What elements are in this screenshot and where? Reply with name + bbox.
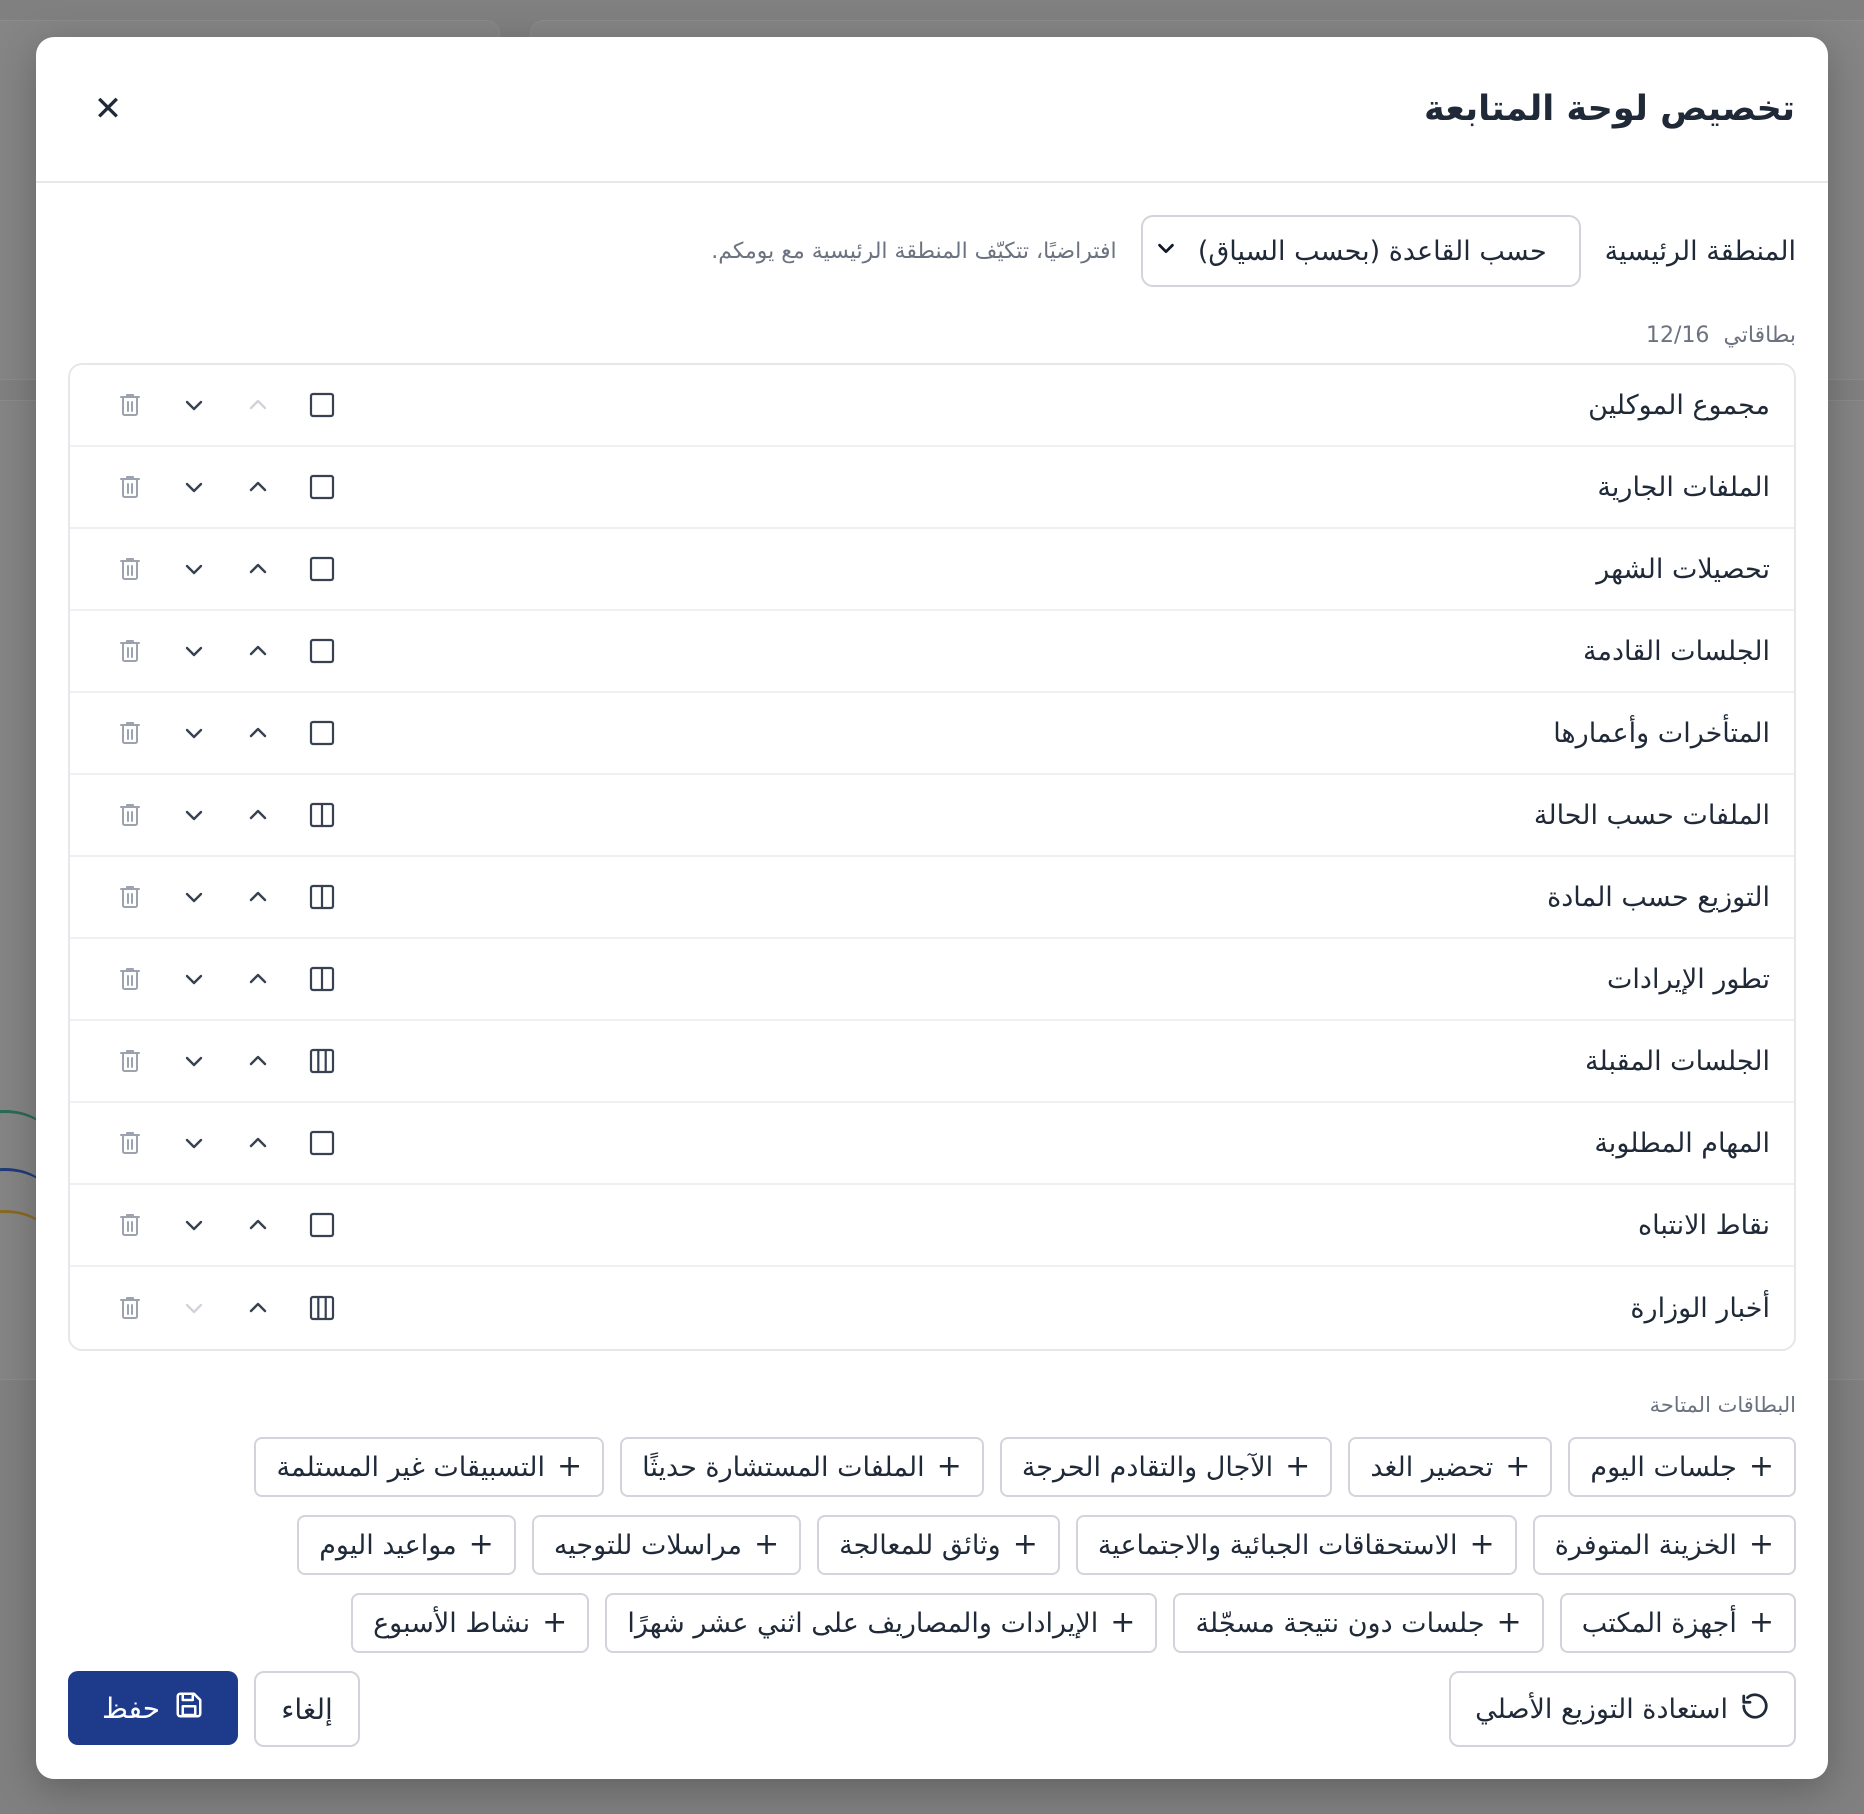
move-up-icon[interactable] [226,783,290,847]
square-icon[interactable] [290,1111,354,1175]
card-title: التوزيع حسب المادة [1547,881,1770,913]
available-cards-label: البطاقات المتاحة [1649,1393,1796,1417]
columns-2-icon[interactable] [290,783,354,847]
save-label: حفظ [101,1691,161,1725]
add-card-chip[interactable] [1560,1593,1796,1653]
chip-row [68,1593,1796,1653]
chip-label: نشاط الأسبوع [373,1607,531,1639]
move-down-icon[interactable] [162,1029,226,1093]
move-up-icon[interactable] [226,619,290,683]
move-down-icon[interactable] [162,865,226,929]
chip-label: أجهزة المكتب [1581,1607,1737,1639]
chip-label: الملفات المستشارة حديثًا [642,1451,925,1483]
footer-actions [68,1671,360,1747]
card-row [70,1103,1794,1185]
move-up-icon[interactable] [226,455,290,519]
plus-icon: + [1110,1605,1136,1640]
move-down-icon[interactable] [162,1111,226,1175]
chip-label: التسبيقات غير المستلمة [276,1451,545,1483]
plus-icon: + [556,1449,583,1484]
my-cards-list [68,363,1796,1351]
move-down-icon[interactable] [162,455,226,519]
move-down-icon [162,1276,226,1340]
card-actions [98,783,354,847]
trash-icon[interactable] [98,701,162,765]
add-card-chip[interactable] [1568,1437,1796,1497]
columns-2-icon[interactable] [290,865,354,929]
add-card-chip[interactable] [1348,1437,1552,1497]
add-card-chip[interactable] [351,1593,589,1653]
trash-icon[interactable] [98,1193,162,1257]
card-row [70,1267,1794,1349]
main-area-row [68,215,1796,287]
plus-icon: + [1469,1527,1495,1562]
restore-default-button[interactable] [1449,1671,1796,1747]
move-up-icon[interactable] [226,1193,290,1257]
add-card-chip[interactable] [1076,1515,1517,1575]
move-down-icon[interactable] [162,783,226,847]
card-row [70,775,1794,857]
my-cards-count: 12/16 [1646,322,1710,348]
columns-3-icon[interactable] [290,1029,354,1093]
modal-footer [68,1671,1796,1747]
card-title: نقاط الانتباه [1637,1209,1770,1241]
card-title: المتأخرات وأعمارها [1553,717,1770,749]
move-up-icon[interactable] [226,1276,290,1340]
modal-body [36,183,1828,1653]
card-actions [98,1111,354,1175]
card-actions [98,1193,354,1257]
card-title: تحصيلات الشهر [1596,553,1770,585]
card-title: المهام المطلوبة [1594,1127,1770,1159]
customize-dashboard-modal [36,37,1828,1779]
move-up-icon[interactable] [226,701,290,765]
card-row [70,857,1794,939]
chip-label: الإيرادات والمصاريف على اثني عشر شهرًا [627,1607,1099,1639]
chip-label: الآجال والتقادم الحرجة [1021,1451,1274,1483]
square-icon[interactable] [290,1193,354,1257]
add-card-chip[interactable] [817,1515,1060,1575]
trash-icon[interactable] [98,947,162,1011]
chip-row [68,1437,1796,1497]
square-icon[interactable] [290,619,354,683]
add-card-chip[interactable] [605,1593,1157,1653]
add-card-chip[interactable] [1173,1593,1543,1653]
add-card-chip[interactable] [1533,1515,1796,1575]
card-actions [98,701,354,765]
move-down-icon[interactable] [162,619,226,683]
modal-title: تخصيص لوحة المتابعة [1424,89,1795,129]
trash-icon[interactable] [98,373,162,437]
chip-label: الاستحقاقات الجبائية والاجتماعية [1097,1529,1458,1561]
trash-icon[interactable] [98,1029,162,1093]
card-actions [98,455,354,519]
chip-label: جلسات دون نتيجة مسجّلة [1195,1607,1485,1639]
move-up-icon[interactable] [226,947,290,1011]
plus-icon: + [1285,1449,1311,1484]
move-up-icon [226,373,290,437]
chip-label: مواعيد اليوم [319,1529,457,1561]
card-actions [98,865,354,929]
move-down-icon[interactable] [162,701,226,765]
trash-icon[interactable] [98,783,162,847]
main-area-select[interactable] [1141,215,1581,287]
chip-label: وثائق للمعالجة [839,1529,1001,1561]
main-area-selected-value: حسب القاعدة (بحسب السياق) [1197,235,1547,267]
card-row [70,1185,1794,1267]
trash-icon[interactable] [98,455,162,519]
move-up-icon[interactable] [226,1111,290,1175]
save-button[interactable] [68,1671,238,1745]
move-down-icon[interactable] [162,1193,226,1257]
square-icon[interactable] [290,701,354,765]
move-up-icon[interactable] [226,537,290,601]
main-area-label: المنطقة الرئيسية [1604,235,1796,267]
chip-label: مراسلات للتوجيه [553,1529,742,1561]
chip-row [68,1515,1796,1575]
card-row [70,939,1794,1021]
card-row [70,447,1794,529]
move-up-icon[interactable] [226,865,290,929]
card-title: تطور الإيرادات [1607,963,1770,995]
trash-icon[interactable] [98,865,162,929]
my-cards-caption [68,315,1796,355]
square-icon[interactable] [290,537,354,601]
plus-icon: + [753,1527,780,1562]
chip-label: جلسات اليوم [1590,1451,1737,1483]
restore-default-label: استعادة التوزيع الأصلي [1475,1693,1728,1725]
add-card-chip[interactable] [297,1515,516,1575]
close-icon: ✕ [93,89,123,129]
chip-label: تحضير الغد [1370,1451,1494,1483]
square-icon[interactable] [290,455,354,519]
available-cards-chips [68,1437,1796,1653]
card-actions [98,537,354,601]
plus-icon: + [1748,1449,1774,1484]
plus-icon: + [936,1449,962,1484]
move-down-icon[interactable] [162,947,226,1011]
plus-icon: + [542,1605,568,1640]
card-title: مجموع الموكلين [1588,389,1770,421]
card-row [70,1021,1794,1103]
card-actions [98,619,354,683]
columns-3-icon[interactable] [290,1276,354,1340]
add-card-chip[interactable] [1000,1437,1333,1497]
trash-icon[interactable] [98,1276,162,1340]
card-title: الجلسات القادمة [1583,635,1770,667]
cancel-button[interactable]: إلغاء [254,1671,360,1747]
plus-icon: + [1496,1605,1522,1640]
trash-icon[interactable] [98,619,162,683]
card-row [70,529,1794,611]
close-button[interactable] [84,85,132,133]
restore-icon [1740,1691,1770,1728]
main-area-hint: افتراضيًا، تتكيّف المنطقة الرئيسية مع يومكم. [711,238,1117,264]
plus-icon: + [1012,1527,1038,1562]
add-card-chip[interactable] [620,1437,984,1497]
card-title: أخبار الوزارة [1630,1292,1770,1324]
modal-header [36,37,1828,183]
plus-icon: + [1505,1449,1531,1484]
square-icon[interactable] [290,373,354,437]
chevron-down-icon [1155,237,1177,265]
card-actions [98,1276,354,1340]
card-title: الجلسات المقبلة [1585,1045,1770,1077]
plus-icon: + [468,1527,494,1562]
card-row [70,693,1794,775]
card-row [70,365,1794,447]
card-actions [98,947,354,1011]
columns-2-icon[interactable] [290,947,354,1011]
add-card-chip[interactable] [532,1515,801,1575]
card-actions [98,1029,354,1093]
plus-icon: + [1748,1605,1774,1640]
move-up-icon[interactable] [226,1029,290,1093]
my-cards-label: بطاقاتي [1723,322,1796,348]
card-actions [98,373,354,437]
chip-label: الخزينة المتوفرة [1554,1529,1737,1561]
plus-icon: + [1748,1527,1774,1562]
add-card-chip[interactable] [254,1437,604,1497]
trash-icon[interactable] [98,537,162,601]
move-down-icon[interactable] [162,537,226,601]
card-row [70,611,1794,693]
card-title: الملفات الجارية [1597,471,1770,503]
trash-icon[interactable] [98,1111,162,1175]
card-title: الملفات حسب الحالة [1533,799,1770,831]
save-icon [174,1690,204,1727]
move-down-icon[interactable] [162,373,226,437]
